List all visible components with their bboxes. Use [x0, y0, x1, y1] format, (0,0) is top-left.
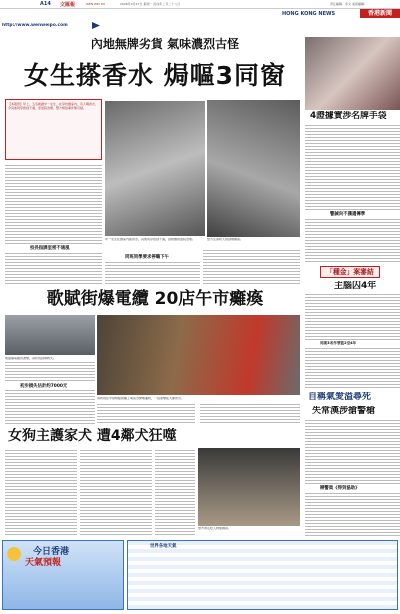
- fire-body-col3: [200, 404, 300, 425]
- right-body-4: [305, 348, 400, 388]
- fire-subhead: 初步損失估計約7000元: [20, 384, 68, 389]
- right-story-heading: 警誡向不獲遺傳學: [330, 212, 366, 217]
- lead-summary: 【本報訊】早上，五名就讀中一女生，在學校課室內，有人噴香水，令其他同學感到不適，需送院治理。警方相信事件無可疑。: [8, 102, 99, 110]
- lead-subhead-1: 校長指課室密不通風: [30, 246, 70, 251]
- fire-body-col1b: [5, 390, 95, 425]
- lead-photo-caption-right: 警方及消防人員到場調查。: [207, 238, 244, 241]
- right-body-6: [305, 493, 400, 536]
- weather-world-title: 世界各地天氣: [150, 544, 177, 549]
- fire-photo-smoke: [5, 315, 95, 355]
- masthead-bar: [0, 0, 400, 9]
- dog-body-col1: [5, 450, 77, 537]
- lead-kicker: 內地無牌劣貨 氣味濃烈古怪: [90, 37, 240, 51]
- fire-photo-firefighters: [97, 315, 300, 395]
- dog-body-col2: [80, 450, 152, 537]
- paper-name-en: WEN WEI PO: [86, 2, 105, 6]
- lead-summary-box: [5, 99, 102, 160]
- weather-panel: [2, 540, 124, 610]
- lead-subhead-2: 同班同學要求停職下午: [125, 255, 169, 260]
- right-body-2: [305, 219, 400, 264]
- fire-body-col2: [97, 404, 195, 425]
- paper-name: 文匯報: [60, 2, 76, 8]
- right-badge: [320, 266, 380, 278]
- right-badge-sub: 主腦囚4年: [334, 281, 377, 291]
- dog-caption: 警方帶走咬人狗隻調查。: [198, 527, 232, 530]
- weather-sun-icon: [7, 547, 21, 561]
- right-subhead-handbag: 4證據實涉名牌手袋: [310, 111, 387, 121]
- right-news3-title: 自稱氣愛溢尋死: [308, 392, 372, 402]
- lead-photo-ambulance: [105, 101, 205, 236]
- lead-body-col3: [203, 250, 300, 285]
- lead-body-col1: [5, 165, 102, 245]
- section-name-en: HONG KONG NEWS: [282, 11, 336, 17]
- weather-world-table: [127, 540, 398, 610]
- right-body-1: [305, 125, 400, 210]
- lead-body-col2: [105, 262, 200, 285]
- right-tail-label: 辯警員《得到協助》: [320, 486, 360, 491]
- dog-body-col3: [155, 450, 195, 537]
- weather-title: 今日香港: [33, 547, 70, 557]
- website-url[interactable]: http://www.wenweipo.com: [2, 23, 68, 28]
- section-bar: [280, 9, 400, 18]
- date-line: 2006年3月27日 星期一 丙戌年二月二十八日: [120, 2, 181, 6]
- masthead-right-info: 責任編輯：李文 美術編輯：: [330, 2, 367, 6]
- right-body-5: [305, 420, 400, 484]
- right-subhead-2: 同案3名作罪監2至4年: [320, 341, 357, 345]
- right-badge-text: 「種金」案審結: [326, 268, 374, 276]
- lead-photo-officers: [207, 100, 300, 237]
- weather-title-2: 天氣預報: [25, 558, 62, 568]
- dog-photo: [198, 448, 300, 526]
- dog-headline: 女狗主護家犬 遭4鄰犬狂噬: [8, 428, 177, 444]
- fire-caption-mid: 消防員在中環歌賦街戴上氧氣罩開喉灌救，一股黑煙從大廈冒出。: [97, 397, 185, 400]
- fire-body-col1: [5, 362, 95, 382]
- lead-headline: 女生搽香水 焗嘔3同窗: [23, 61, 287, 90]
- fire-headline: 歌賦街爆電纜 20店午市癱瘓: [46, 289, 264, 309]
- lead-photo-caption-left: 中一女生在課室內搽香水，其他同學感到不適，由救護員送院治理。: [105, 238, 196, 241]
- fire-caption-left: 地盤爆電纜冒濃煙，消防員到場救火。: [5, 357, 57, 360]
- lead-body-col1b: [5, 253, 102, 285]
- url-arrow-icon: [92, 22, 100, 29]
- right-news3-sub: 失常漢涉搶警槍: [312, 406, 376, 416]
- page-number: A14: [40, 1, 51, 7]
- right-photo-bag: [305, 37, 400, 110]
- section-name-zh: 香港新聞: [360, 9, 400, 18]
- right-body-3: [305, 294, 400, 340]
